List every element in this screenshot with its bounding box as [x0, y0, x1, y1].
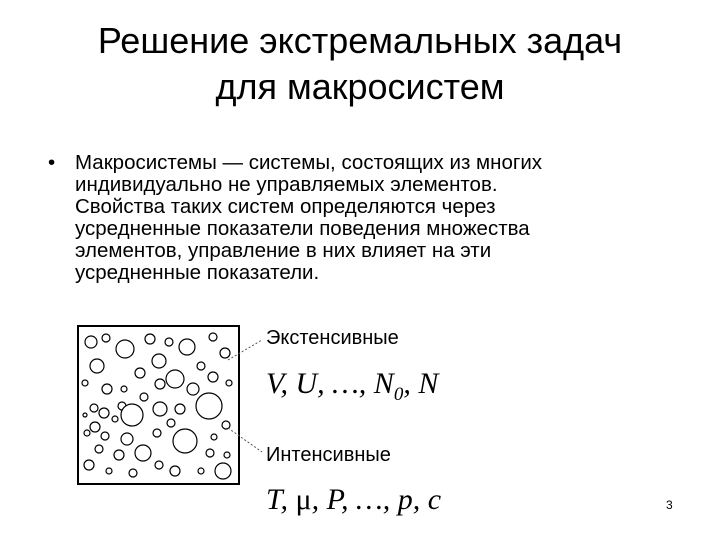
slide-title: [0, 18, 720, 110]
extensive-formula-subscript: 0: [393, 384, 404, 405]
extensive-formula-main: V, U, …, N: [266, 367, 394, 400]
title-line-1: Решение экстремальных задач: [97, 20, 623, 61]
bullet-icon: •: [48, 151, 56, 174]
extensive-formula-tail: , N: [403, 367, 439, 400]
page-number: 3: [666, 498, 673, 512]
bullet-text: [75, 152, 688, 284]
bullet-line-2: индивидуально не управляемых элементов.: [75, 173, 498, 196]
intensive-formula-pre: T,: [266, 483, 296, 516]
intensive-label: Интенсивные: [266, 444, 391, 466]
intensive-formula: [266, 483, 441, 517]
extensive-label: Экстенсивные: [266, 327, 399, 349]
bullet-line-3: Свойства таких систем определяются через: [75, 195, 496, 218]
bullet-line-4: усредненные показатели поведения множества: [75, 217, 530, 240]
bullet-line-5: элементов, управление в них влияет на эти: [75, 239, 492, 262]
title-line-2: для макросистем: [215, 66, 505, 107]
intensive-formula-post: , P, …, p, c: [311, 483, 442, 516]
bullet-list: [48, 152, 688, 284]
bullet-line-6: усредненные показатели.: [75, 261, 320, 284]
intensive-formula-mu: μ: [295, 483, 312, 516]
bullet-line-1: Макросистемы — системы, состоящих из многих: [75, 151, 543, 174]
particle-system-diagram: [77, 325, 240, 485]
extensive-formula: [266, 367, 438, 406]
